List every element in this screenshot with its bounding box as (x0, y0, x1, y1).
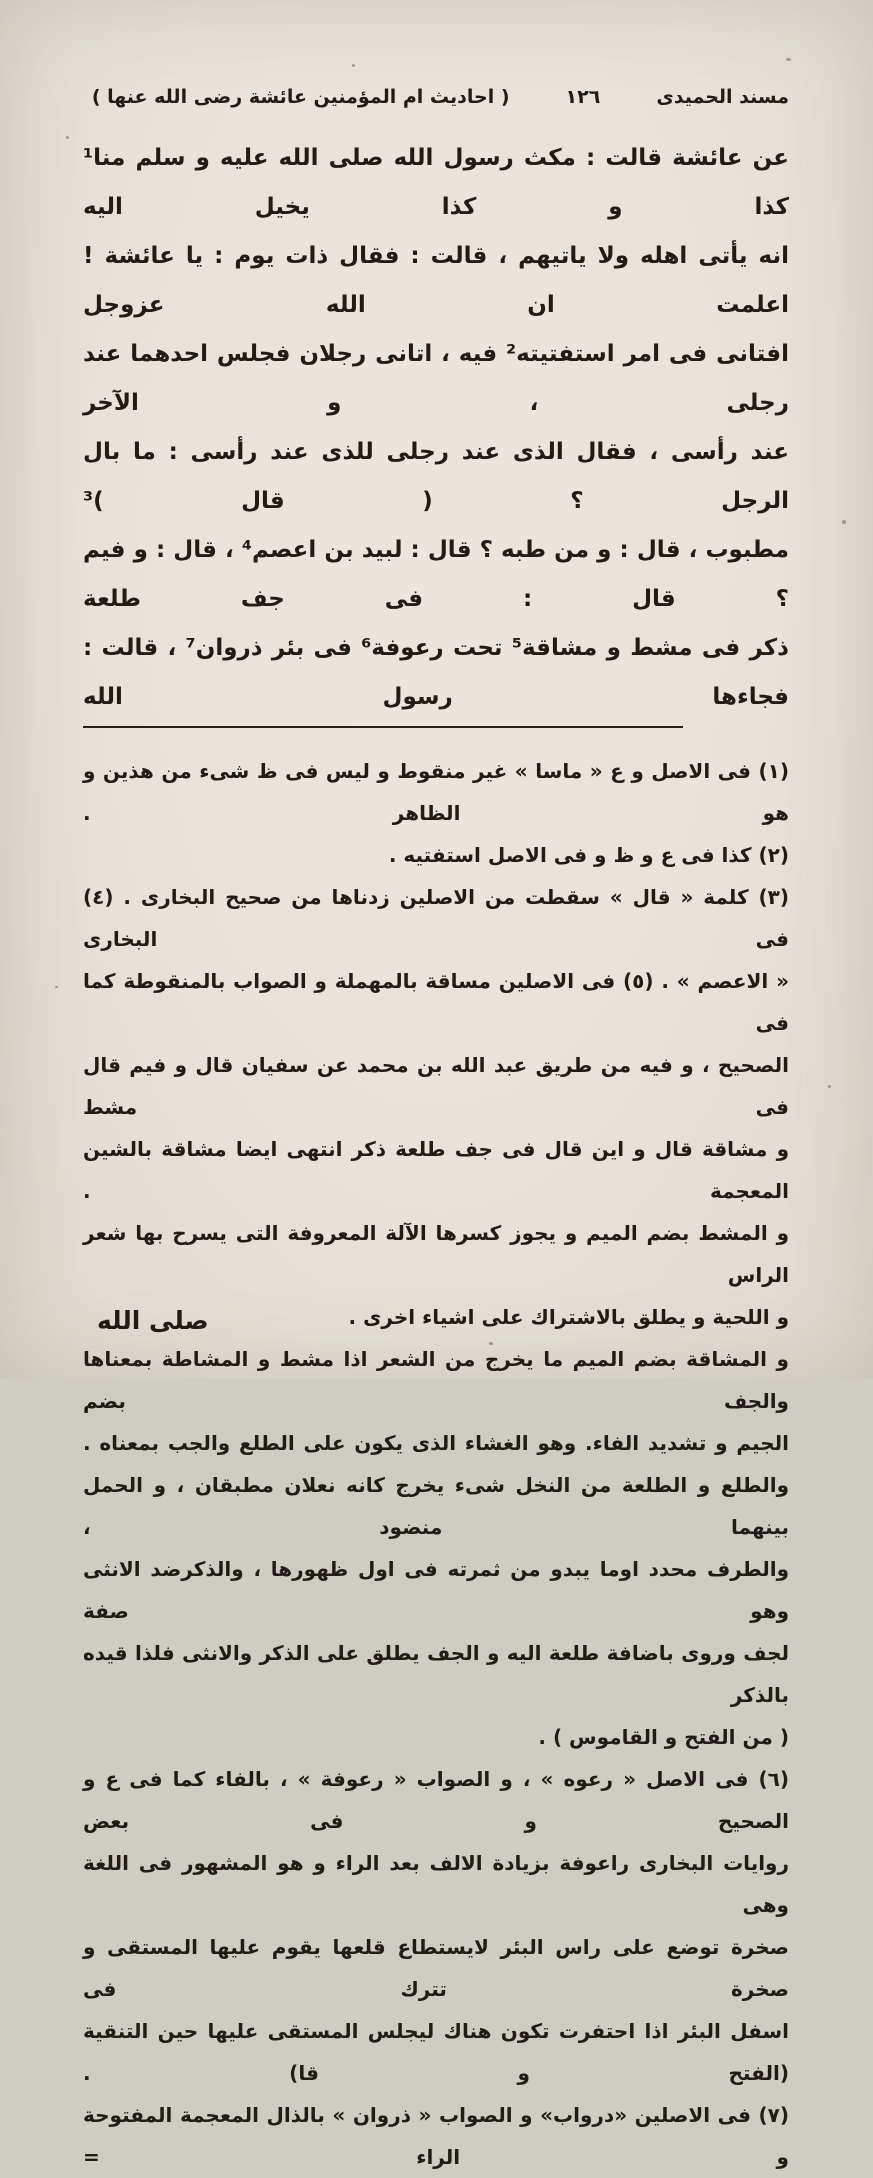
main-text-line: مطبوب ، قال : و من طبه ؟ قال : لبيد بن اعصم⁴ ، قال : و فيم ؟ قال : فى جف طلعة (83, 537, 790, 612)
scan-speck (842, 520, 846, 524)
page-header (83, 86, 789, 108)
scan-speck (786, 58, 791, 61)
page-number: ١٢٦ (565, 86, 601, 108)
footnote-line: و مشاقة قال و اين قال فى جف طلعة ذكر انتهى ايضا مشاقة بالشين المعجمة . (83, 1137, 789, 1203)
scan-speck (66, 136, 69, 139)
footnote-line: الجيم و تشديد الفاء. وهو الغشاء الذى يكون على الطلع والجب بمعناه . (83, 1431, 789, 1455)
catchword: صلى الله (97, 1306, 209, 1335)
footnote-line: روايات البخارى راعوفة بزيادة الالف بعد الراء و هو المشهور فى اللغة وهى (83, 1851, 789, 1917)
footnote-line: و المشط بضم الميم و يجوز كسرها الآلة المعروفة التى يسرح بها شعر الراس (83, 1221, 789, 1287)
footnote-line: (١) فى الاصل و ع « ماسا » غير منقوط و ليس فى ظ شىء من هذين و هو الظاهر . (83, 759, 789, 825)
hadith-text (83, 134, 789, 722)
footnote-line: (٧) فى الاصلين «درواب» و الصواب « ذروان » بالذال المعجمة المفتوحة و الراء = (83, 2103, 789, 2169)
footnote-line: لجف وروى باضافة طلعة اليه و الجف يطلق على الذكر والانثى فلذا قيده بالذكر (83, 1641, 789, 1707)
scan-speck (352, 64, 355, 67)
footnotes-block (83, 750, 789, 2178)
footnote-line: و المشاقة بضم الميم ما يخرج من الشعر اذا مشط و المشاطة بمعناها والجف بضم (83, 1347, 789, 1413)
footnote-line: « الاعصم » . (٥) فى الاصلين مساقة بالمهملة و الصواب بالمنقوطة كما فى (83, 969, 789, 1035)
footnote-line: والطلع و الطلعة من النخل شىء يخرج كانه نعلان مطبقان ، و الحمل بينهما منضود ، (83, 1473, 789, 1539)
footnote-line: اسفل البئر اذا احتفرت تكون هناك ليجلس المستقى عليها حين التنقية (الفتح و قا) . (83, 2019, 789, 2085)
footnote-line: (٢) كذا فى ع و ظ و فى الاصل استفتيه . (388, 843, 789, 867)
footnote-line: (٦) فى الاصل « رعوه » ، و الصواب « رعوفة » ، بالفاء كما فى ع و الصحيح و فى بعض (83, 1767, 789, 1833)
footnote-line: صخرة توضع على راس البئر لايستطاع قلعها يقوم عليها المستقى و صخرة تترك فى (83, 1935, 789, 2001)
footnote-line: الصحيح ، و فيه من طريق عبد الله بن محمد عن سفيان قال و فيم قال فى مشط (83, 1053, 789, 1119)
main-text-line: افتانى فى امر استفتيته² فيه ، اتانى رجلان فجلس احدهما عند رجلى ، و الآخر (83, 341, 789, 416)
book-title: مسند الحميدى (656, 86, 789, 108)
scan-speck (55, 986, 58, 988)
chapter-title: ( احاديث ام المؤمنين عائشة رضى الله عنها ) (91, 86, 510, 108)
main-text-line: عن عائشة قالت : مكث رسول الله صلى الله عليه و سلم منا¹ كذا و كذا يخيل اليه (83, 145, 789, 220)
footnote-line: ( من الفتح و القاموس ) . (538, 1725, 789, 1749)
footnote-line: (٣) كلمة « قال » سقطت من الاصلين زدناها من صحيح البخارى . (٤) فى البخارى (83, 885, 789, 951)
footnote-line: والطرف محدد اوما يبدو من ثمرته فى اول ظهورها ، والذكرضد الانثى وهو صفة (83, 1557, 789, 1623)
main-text-line: ذكر فى مشط و مشاقة⁵ تحت رعوفة⁶ فى بئر ذروان⁷ ، قالت : فجاءها رسول الله (83, 635, 789, 710)
main-text-line: عند رأسى ، فقال الذى عند رجلى للذى عند رأسى : ما بال الرجل ؟ ( قال )³ (83, 439, 789, 514)
main-text-line: انه يأتى اهله ولا ياتيهم ، قالت : فقال ذات يوم : يا عائشة ! اعلمت ان الله عزوجل (83, 243, 789, 318)
footnote-line: و اللحية و يطلق بالاشتراك على اشياء اخرى . (348, 1305, 789, 1329)
page-content (83, 86, 789, 2178)
footnote-separator (83, 726, 683, 728)
scan-speck (489, 1342, 493, 1345)
scan-speck (828, 1085, 831, 1088)
